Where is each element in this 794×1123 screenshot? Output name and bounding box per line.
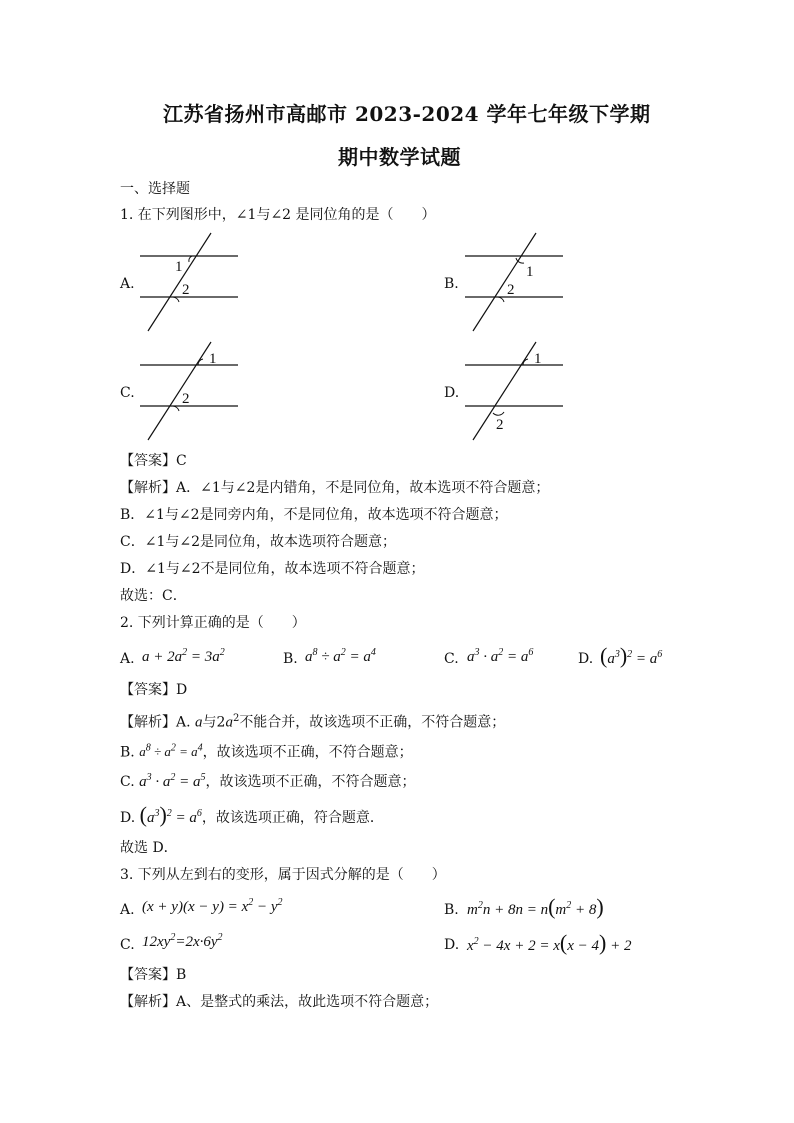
q1-analysis-line: D．∠1与∠2不是同位角，故本选项不符合题意； bbox=[120, 561, 425, 577]
q2-analysis-a-math: a bbox=[195, 714, 203, 731]
q3-answer: 【答案】B bbox=[120, 967, 187, 983]
q2-analysis-c-tail: ，故该选项不正确，不符合题意； bbox=[205, 774, 416, 790]
q1-conclusion: 故选：C． bbox=[120, 588, 187, 604]
q2-analysis-d-tail: ，故该选项正确，符合题意． bbox=[201, 810, 384, 826]
q2-analysis-b-label: B. bbox=[120, 744, 135, 761]
q2-option-d-label: D. bbox=[578, 651, 594, 667]
q2-analysis-a-tail: 不能合并，故该选项不正确，不符合题意； bbox=[239, 714, 506, 731]
q2-analysis-b bbox=[120, 740, 413, 761]
q3-option-c-formula: $12xy^2=2x\cdot 6y^2$ bbox=[142, 932, 223, 950]
q2-option-a-formula: $a + 2a^2 = 3a^2$ bbox=[142, 647, 225, 665]
q2-option-c-formula: $a^3 \cdot a^2 = a^6$ bbox=[467, 647, 534, 665]
q2-analysis-d-math: $(a^3)^2 = a^6$ bbox=[139, 802, 202, 827]
q1-figure-d bbox=[460, 337, 570, 447]
q3-analysis: 【解析】A、是整式的乘法，故此选项不符合题意； bbox=[120, 994, 439, 1010]
q2-analysis-a: 【解析】A. a与$2a^2$不能合并，故该选项不正确，不符合题意； bbox=[120, 713, 506, 731]
q3-option-b-label: B. bbox=[444, 902, 459, 918]
title-line-1: 江苏省扬州市高邮市 2023-2024 学年七年级下学期 bbox=[163, 102, 651, 126]
q1-option-b-label: B. bbox=[444, 276, 459, 292]
q1-answer: 【答案】C bbox=[120, 453, 187, 469]
q1a-angle-2: 2 bbox=[182, 282, 190, 298]
q2-analysis-c bbox=[120, 769, 416, 791]
q2-stem: 2. 下列计算正确的是（ ） bbox=[120, 615, 306, 631]
q2-option-a-label: A. bbox=[120, 651, 135, 667]
title-line-2: 期中数学试题 bbox=[338, 145, 461, 169]
q2-answer: 【答案】D bbox=[120, 682, 188, 698]
q2-option-d-formula: $(a^3)^2 = a^6$ bbox=[600, 643, 663, 668]
q1-figure-a bbox=[135, 228, 245, 338]
q3-option-b-formula: $m^2n + 8n = n(m^2 + 8)$ bbox=[467, 894, 604, 919]
q2-option-c-label: C. bbox=[444, 651, 459, 667]
q1-stem: 1. 在下列图形中，∠1与∠2 是同位角的是（ ） bbox=[120, 207, 436, 223]
q3-option-d-formula: $x^2 - 4x + 2 = x(x - 4) + 2$ bbox=[467, 930, 632, 955]
q1-option-d-label: D. bbox=[444, 385, 460, 401]
q3-option-a-formula: $(x + y)(x - y) = x^2 - y^2$ bbox=[142, 897, 283, 915]
q2-option-b-formula: $a^8 \div a^2 = a^4$ bbox=[305, 647, 376, 665]
q2-analysis-d bbox=[120, 802, 384, 827]
q1d-angle-1: 1 bbox=[534, 351, 542, 367]
q3-stem: 3. 下列从左到右的变形，属于因式分解的是（ ） bbox=[120, 867, 446, 883]
q1-analysis-line: C．∠1与∠2是同位角，故本选项符合题意； bbox=[120, 534, 396, 550]
q2-analysis-b-tail: ，故该选项不正确，不符合题意； bbox=[202, 744, 413, 761]
q2-analysis-b-math: $a^8 \div a^2 = a^4$ bbox=[139, 743, 203, 760]
q3-option-d-label: D. bbox=[444, 937, 460, 953]
q1-option-c-label: C. bbox=[120, 385, 135, 401]
q1b-angle-1: 1 bbox=[526, 264, 534, 280]
q1-figure-c bbox=[135, 337, 245, 447]
q3-option-a-label: A. bbox=[120, 902, 135, 918]
q1-analysis-line: B．∠1与∠2是同旁内角，不是同位角，故本选项不符合题意； bbox=[120, 507, 508, 523]
q1d-angle-2: 2 bbox=[496, 417, 504, 433]
q2-analysis-c-math: $a^3 \cdot a^2 = a^5$ bbox=[139, 772, 206, 790]
section-heading: 一、选择题 bbox=[120, 181, 190, 197]
q1c-angle-1: 1 bbox=[209, 351, 217, 367]
q2-conclusion: 故选 D． bbox=[120, 840, 178, 856]
q2-analysis-prefix: 【解析】A. bbox=[120, 714, 191, 731]
q1b-angle-2: 2 bbox=[507, 282, 515, 298]
q3-option-c-label: C. bbox=[120, 937, 135, 953]
q2-analysis-d-label: D. bbox=[120, 810, 136, 826]
q1-figure-b bbox=[460, 228, 570, 338]
q1a-angle-1: 1 bbox=[175, 259, 183, 275]
q2-option-b-label: B. bbox=[283, 651, 298, 667]
q1-option-a-label: A. bbox=[120, 276, 135, 292]
q1-analysis-line: 【解析】A．∠1与∠2是内错角，不是同位角，故本选项不符合题意； bbox=[120, 480, 550, 496]
q2-analysis-c-label: C. bbox=[120, 774, 135, 790]
q1c-angle-2: 2 bbox=[182, 391, 190, 407]
